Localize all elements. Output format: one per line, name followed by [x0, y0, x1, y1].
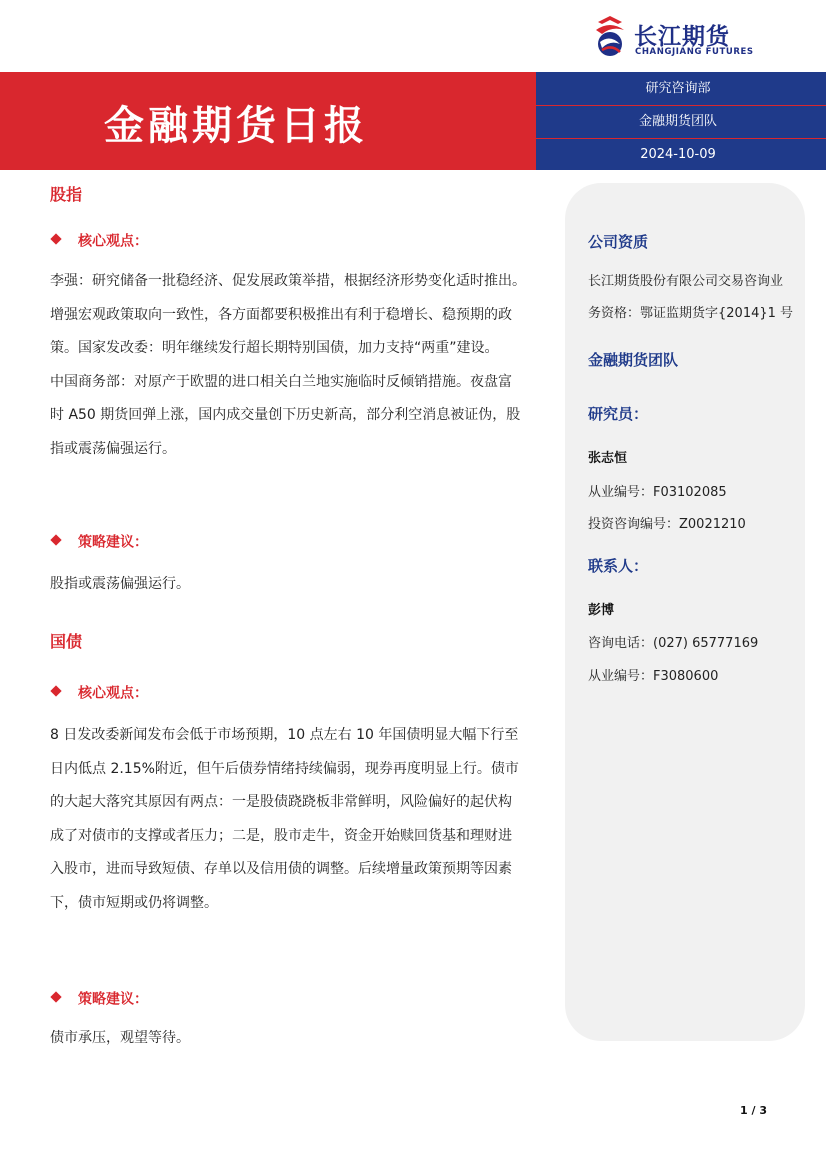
diamond-bullet-icon — [50, 233, 61, 244]
equity-core-paragraph — [50, 265, 542, 467]
company-logo — [592, 14, 772, 60]
paragraph-line: 债市承压，观望等待。 — [50, 1030, 190, 1046]
core-view-label: 核心观点： — [78, 233, 148, 250]
equity-section-title: 股指 — [50, 185, 83, 204]
paragraph-line: 入股市，进而导致短债、存单以及信用债的调整。后续增量政策预期等因素 — [50, 861, 512, 878]
page-number: 1 / 3 — [740, 1104, 767, 1117]
paragraph-line: 成了对债市的支撑或者压力；二是，股市走牛，资金开始赎回货基和理财进 — [50, 827, 512, 844]
report-info-panel — [536, 72, 826, 170]
paragraph-line: 策。国家发改委：明年继续发行超长期特别国债，加力支持“两重”建设。 — [50, 340, 499, 357]
paragraph-line: 中国商务部：对原产于欧盟的进口相关白兰地实施临时反倾销措施。夜盘富 — [50, 373, 512, 390]
core-view-label: 核心观点： — [78, 685, 148, 702]
qualification-line: 长江期货股份有限公司交易咨询业 — [588, 274, 784, 289]
contact-name: 彭博 — [588, 603, 615, 618]
researcher-name: 张志恒 — [588, 451, 628, 466]
brand-name-cn: 长江期货 — [634, 24, 730, 50]
team-label: 金融期货团队 — [638, 114, 717, 129]
contact-phone: 咨询电话：(027) 65777169 — [588, 636, 759, 651]
paragraph-line: 指或震荡偏强运行。 — [50, 440, 176, 457]
paragraph-line: 股指或震荡偏强运行。 — [50, 576, 190, 592]
strategy-label: 策略建议： — [78, 534, 148, 551]
equity-strategy-paragraph — [50, 568, 542, 602]
info-sidebar — [565, 183, 805, 1041]
equity-strategy-heading — [50, 531, 148, 551]
researcher-heading: 研究员： — [588, 405, 649, 423]
team-heading: 金融期货团队 — [588, 351, 679, 369]
title-banner — [0, 72, 536, 170]
diamond-bullet-icon — [50, 534, 61, 545]
bond-section-title: 国债 — [50, 632, 83, 651]
bond-core-paragraph — [50, 719, 542, 921]
paragraph-line: 增强宏观政策取向一致性，各方面都要积极推出有利于稳增长、稳预期的政 — [50, 306, 512, 323]
report-date: 2024-10-09 — [640, 147, 716, 162]
paragraph-line: 8 日发改委新闻发布会低于市场预期，10 点左右 10 年国债明显大幅下行至 — [50, 727, 519, 743]
diamond-bullet-icon — [50, 685, 61, 696]
bond-strategy-heading — [50, 988, 148, 1008]
qualification-heading: 公司资质 — [588, 233, 649, 251]
diamond-bullet-icon — [50, 991, 61, 1002]
contact-license: 从业编号：F3080600 — [588, 669, 719, 684]
paragraph-line: 日内低点 2.15%附近，但午后债券情绪持续偏弱，现券再度明显上行。债市 — [50, 760, 519, 777]
department-label: 研究咨询部 — [645, 81, 711, 96]
paragraph-line: 下，债市短期或仍将调整。 — [50, 894, 218, 911]
changjiang-logo-icon — [592, 14, 628, 60]
report-title: 金融期货日报 — [104, 103, 368, 149]
contact-heading: 联系人： — [588, 557, 649, 575]
paragraph-line: 时 A50 期货回弹上涨，国内成交量创下历史新高，部分利空消息被证伪，股 — [50, 407, 521, 424]
paragraph-line: 的大起大落究其原因有两点：一是股债跷跷板非常鲜明，风险偏好的起伏构 — [50, 794, 512, 811]
researcher-license: 从业编号：F03102085 — [588, 485, 727, 500]
brand-name-en: CHANGJIANG FUTURES — [635, 47, 754, 57]
researcher-advisory-number: 投资咨询编号：Z0021210 — [588, 517, 746, 532]
strategy-label: 策略建议： — [78, 991, 148, 1008]
paragraph-line: 李强：研究储备一批稳经济、促发展政策举措，根据经济形势变化适时推出。 — [50, 273, 526, 289]
equity-core-heading — [50, 230, 148, 250]
qualification-line: 务资格：鄂证监期货字{2014}1 号 — [588, 306, 794, 321]
bond-strategy-paragraph — [50, 1022, 542, 1056]
bond-core-heading — [50, 682, 148, 702]
